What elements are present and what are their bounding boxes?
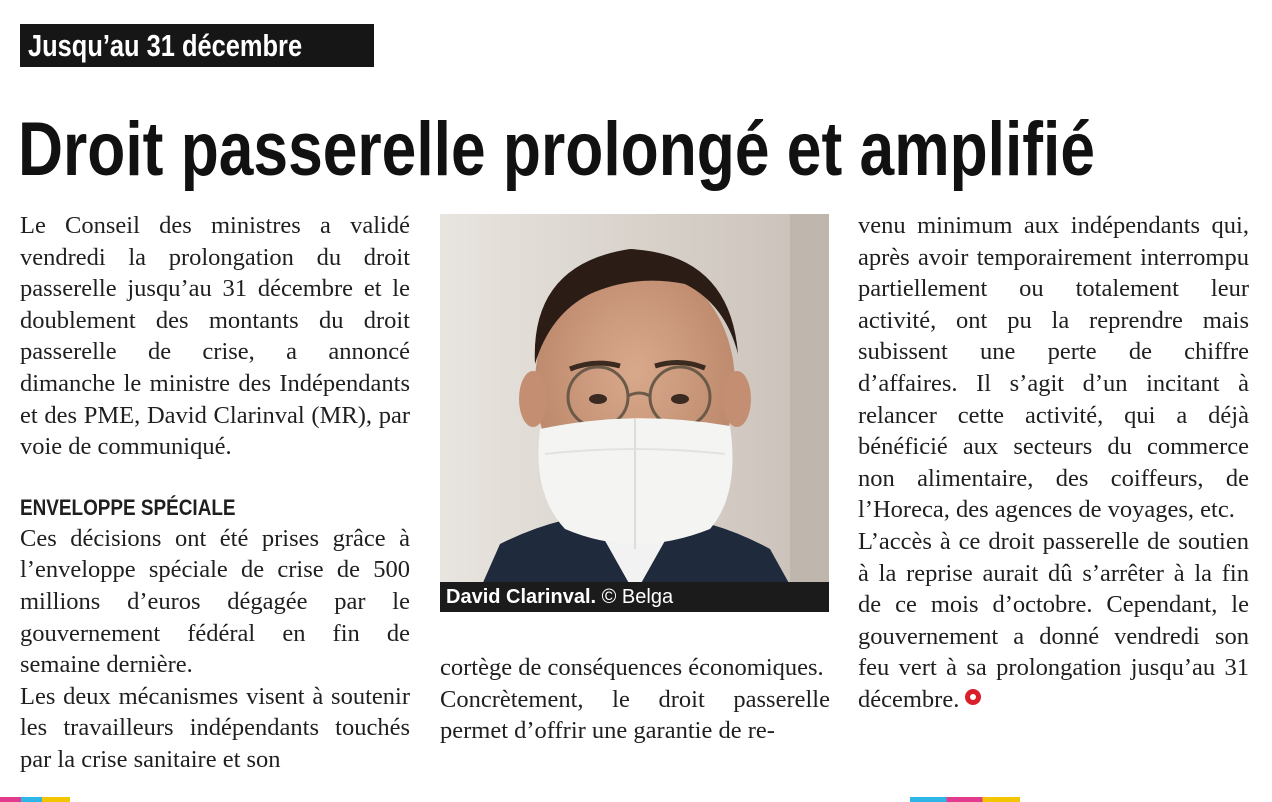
subheading [20, 493, 410, 523]
paragraph: Les deux mécanismes visent à soutenir les travailleurs indépendants touchés par la crise sanitaire et son [20, 682, 410, 773]
portrait-illustration [440, 214, 829, 612]
paragraph: Le Conseil des ministres a validé vendredi la prolongation du droit passerelle jusqu’au 31 décembre et le doublement des montants du droit passerelle de crise, a annoncé dimanche le ministre des Indépendants et des PME, David Clarinval (MR), par voie de communiqué. [20, 212, 410, 461]
kicker-label [20, 24, 374, 67]
column-1 [20, 210, 410, 776]
kicker-text: Jusqu’au 31 décembre [28, 28, 303, 63]
portrait-photo [440, 214, 829, 612]
photo-caption [440, 582, 829, 612]
caption-name: David Clarinval. [446, 586, 597, 608]
paragraph: cortège de conséquences économiques. [440, 654, 824, 681]
paragraph: Ces décisions ont été prises grâce à l’enveloppe spéciale de crise de 500 millions d’euros dégagée par le gouvernement fédéral en fin de semaine dernière. [20, 524, 410, 679]
print-color-bar [0, 797, 70, 802]
subheading-text: ENVELOPPE SPÉCIALE [20, 494, 236, 520]
paragraph: venu minimum aux indépendants qui, après avoir temporairement interrompu partiellement ou totalement leur activité, ont pu la reprendre mais subissent une perte de chiffre d’affaires. Il s’agit d’un incitant à relancer cette activité, qui a déjà bénéficié aux secteurs du commerce non alimentaire, des coiffeurs, de l’Horeca, des agences de voyages, etc. [858, 212, 1249, 524]
paragraph-text: L’accès à ce droit passerelle de soutien à la reprise aurait dû s’arrêter à la fin de ce mois d’octobre. Cependant, le gouvernement a donné vendredi son feu vert à sa prolongation jusqu’au 31 décembre. [858, 527, 1249, 713]
paragraph [858, 526, 1249, 716]
end-of-article-icon [965, 689, 981, 705]
column-2 [440, 652, 830, 747]
caption-credit: © Belga [601, 586, 674, 608]
print-color-bar [910, 797, 1020, 802]
headline-text: Droit passerelle prolongé et amplifié [18, 107, 1096, 192]
headline [18, 108, 1258, 192]
column-3 [858, 210, 1249, 716]
paragraph: Concrètement, le droit passerelle permet d’offrir une garantie de re- [440, 685, 830, 745]
